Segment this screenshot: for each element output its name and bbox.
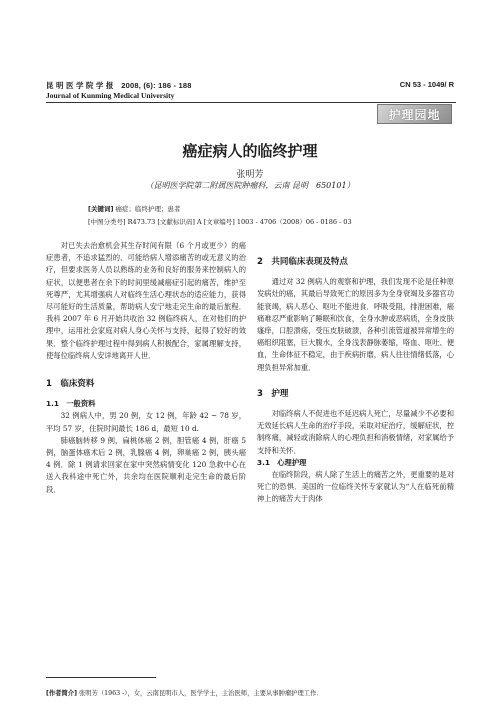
footnote-text: 张明芳（1963 -），女，云南昆明市人，医学学士，主治医师，主要从事肿瘤护理工作． bbox=[78, 690, 323, 697]
keywords-line bbox=[88, 204, 181, 213]
keywords-text: 癌症；临终护理；患者 bbox=[115, 205, 181, 213]
article-author: 张明芳 bbox=[236, 170, 264, 180]
cn-number: CN 53 - 1049/ R bbox=[399, 80, 454, 89]
section-1-1-paragraph-2: 肺癌脑转移 9 例，扁桃体癌 2 例，胆管癌 4 例，肝癌 5 例，脑蛋体癌术后 2 例，乳腺癌 4 例，卵巢癌 2 例，胰头癌 4 例．除 1 例请求回家在家中突然病情变化 120 急救中心在送入我科途中死亡外，共余均在医院顺利走完生命的最后阶段． bbox=[46, 435, 246, 494]
section-badge-label: 护理园地 bbox=[388, 107, 441, 122]
keywords-label: [关键词] bbox=[88, 205, 114, 213]
section-1-1-paragraph-1: 32 例病人中，男 20 例，女 12 例，年龄 42 ~ 78 岁，平均 57 岁，住院时间最长 186 d，最短 10 d. bbox=[46, 411, 246, 433]
section-badge bbox=[377, 104, 452, 124]
section-3-heading: 3 护理 bbox=[257, 388, 289, 399]
footnote-rule bbox=[46, 677, 156, 678]
journal-header-cn: 昆 明 医 学 院 学 报 2008, (6): 186 - 188 bbox=[46, 81, 192, 90]
article-affiliation: （昆明医学院第二附属医院肿瘤科，云南 昆明 650101） bbox=[145, 181, 355, 190]
journal-header-en: Journal of Kunming Medical University bbox=[46, 91, 175, 100]
author-footnote bbox=[46, 688, 323, 697]
article-title: 癌症病人的临终护理 bbox=[182, 142, 318, 160]
section-2-heading: 2 共同临床表现及特点 bbox=[257, 257, 348, 267]
section-2-paragraph: 通过对 32 例病人的观察和护理，我们发现不论是任种原发病灶的癌，其最后导致死亡的原因多为全身衰竭及多器官功能衰竭，病人恶心、呕吐不能进食．呼吸受阻，排泄困难，癌痛难忍严重影响了睡眠和饮食，全身水肿或恶病质，全身皮肤瘙痒，口腔溃疡，受压皮肤破溃，各种引流管道被异常增生的癌组织阻塞，巨大腹水，全身浅表静脉萎缩，咯血、呕吐、便血，生命体征不稳定，由于疾病折磨，病人往往情绪低落，心理负担异常加重． bbox=[257, 277, 455, 372]
footnote-label: [作者简介] bbox=[46, 690, 77, 697]
classification-line: [中图分类号] R473.73 [文献标识码] A [文章编号] 1003 - 4706（2008）06 - 0186 - 03 bbox=[88, 218, 352, 226]
header-rule bbox=[46, 102, 456, 103]
section-1-1-heading: 1.1 一般资料 bbox=[46, 399, 96, 409]
section-1-heading: 1 临床资料 bbox=[46, 379, 95, 390]
section-3-paragraph: 对临终病人不促进也不延迟病人死亡，尽量减少不必要和无效延长病人生命的治疗手段，采取对症治疗，缓解症状，控制疼痛，减轻或消除病人的心理负担和消极情绪，对家属给予支持和关怀． bbox=[257, 409, 455, 455]
intro-paragraph: 对已失去治愈机会其生存时间有限（6 个月或更少）的癌症患者，不追求猛烈的、可能给病人增添痛苦的或无意义的治疗，但要求医务人员以熟练的业务和良好的服务来控制病人的症状，以便患者在余下的时间里缓减癌症引起的痛苦，维护至死尊严，尤其增强病人对临终生活心理状态的适应能力，获得尽可能好的生活质量，帮助病人安宁地走完生命的最后旅程．我科 2007 年 6 月开始共收治 32 例临终病人，在对他们的护理中，运用社会家庭对病人身心关怀与支持，起得了较好的效果．整个临终护理过程中得到病人积极配合，家属理解支持，使每位临终病人安详地离开人世． bbox=[46, 241, 246, 360]
section-3-1-heading: 3.1 心理护理 bbox=[257, 457, 307, 467]
left-column bbox=[46, 240, 246, 496]
right-column bbox=[257, 240, 454, 506]
section-3-1-paragraph: 在临终阶段，病人除了生活上的痛苦之外，更重要的是对死亡的恐惧．美国的一位临终关怀专家就认为“人在临死前精神上的痛苦大于肉体 bbox=[257, 470, 455, 504]
